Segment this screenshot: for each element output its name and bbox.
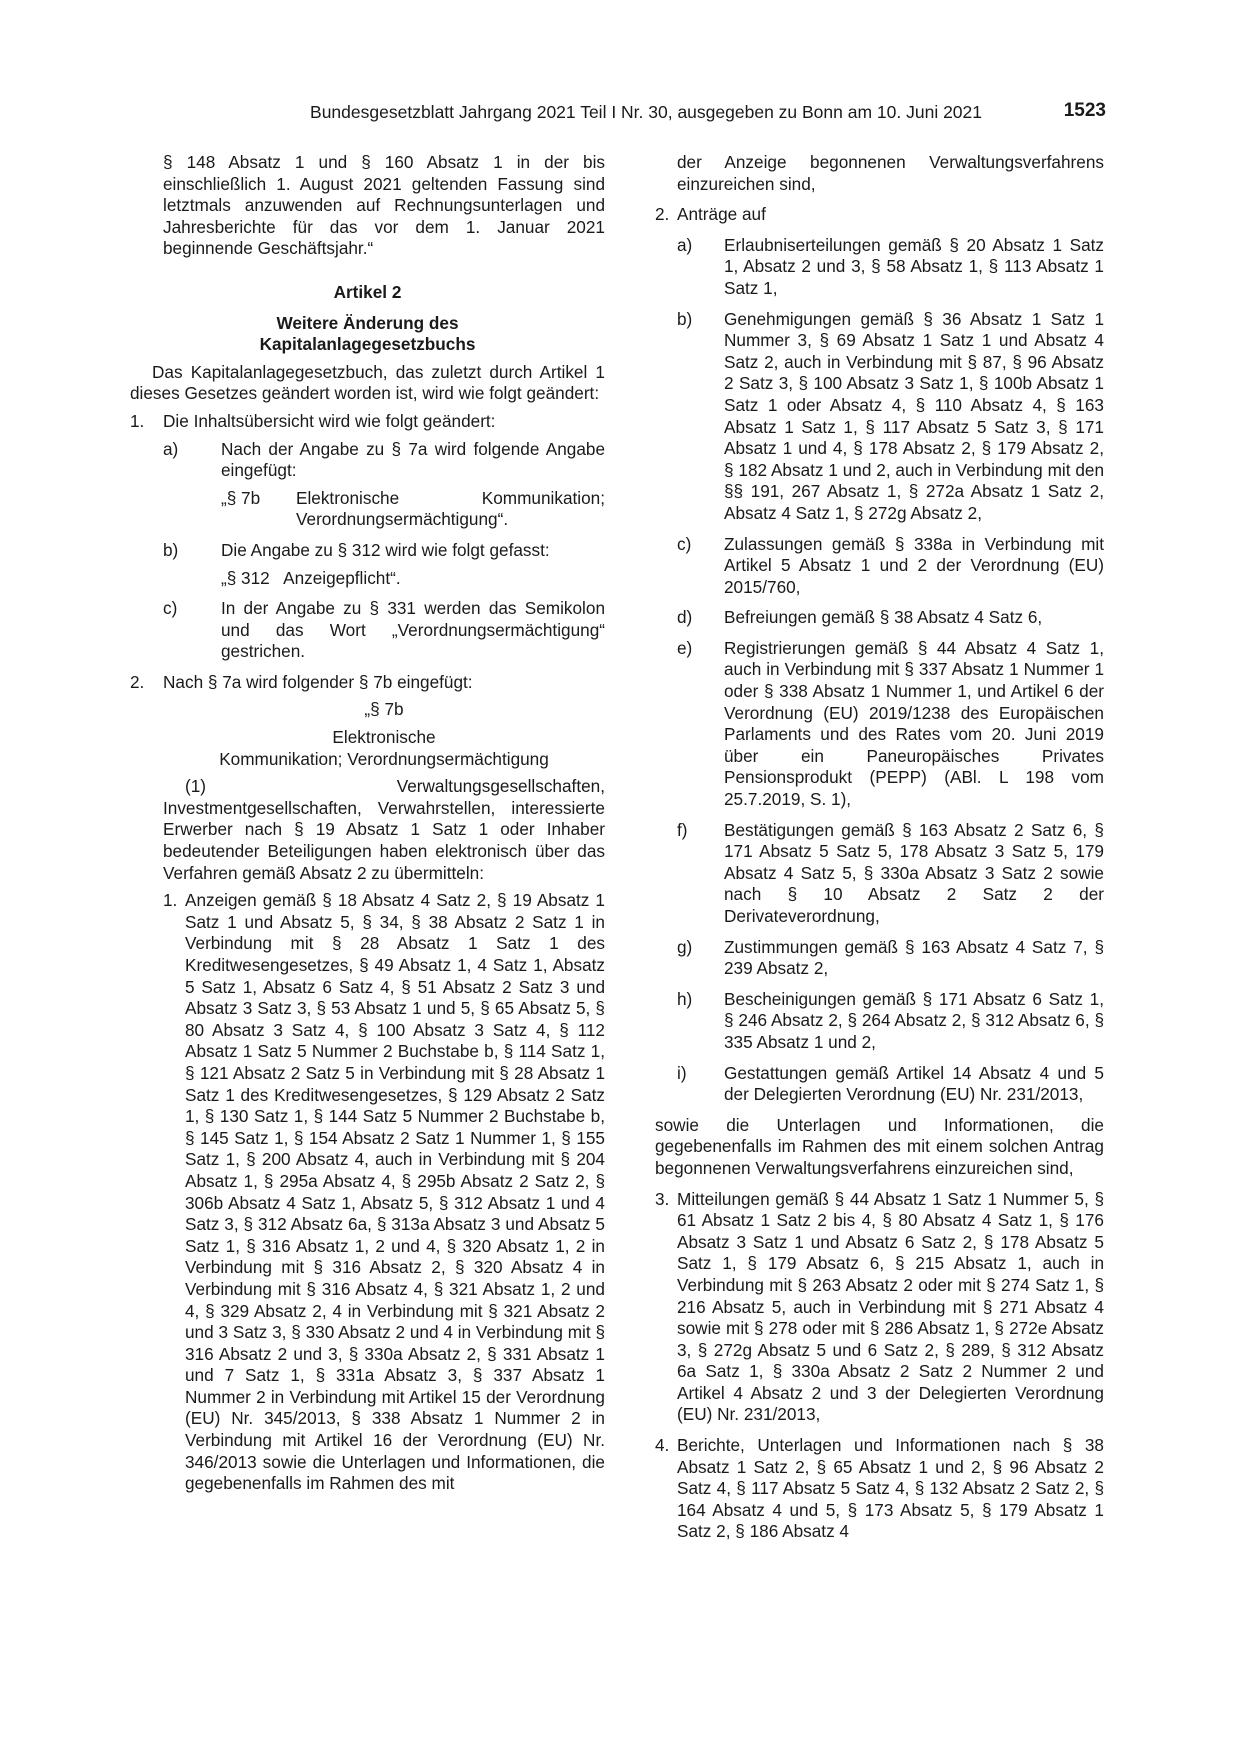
list-label: e) [677, 637, 693, 658]
sub-item-2i [677, 1063, 1104, 1106]
sub-item-2f [677, 820, 1104, 928]
after-list-text: sowie die Unterlagen und Informationen, die gegebenenfalls im Rahmen des mit einem solchen Antrag begonnenen Verwaltungsverfahrens einzureichen sind, [655, 1114, 1104, 1178]
list-text: Nach § 7a wird folgender § 7b eingefügt: [163, 671, 473, 692]
running-title: Bundesgesetzblatt Jahrgang 2021 Teil I Nr. 30, ausgegeben zu Bonn am 10. Juni 2021 [310, 102, 982, 122]
list-text: Die Angabe zu § 312 wird wie folgt gefasst: [221, 539, 550, 560]
list-label: a) [163, 438, 179, 459]
sub-item-3 [655, 1189, 1104, 1427]
list-label: 1. [163, 890, 178, 911]
list-text: Anträge auf [677, 204, 766, 225]
list-item-2 [130, 672, 605, 694]
list-label: h) [677, 988, 693, 1009]
list-label: b) [163, 539, 179, 560]
list-label: c) [163, 598, 178, 619]
sub-item-2c [677, 534, 1104, 599]
list-text: Die Inhaltsübersicht wird wie folgt geändert: [163, 410, 496, 431]
list-text: Nach der Angabe zu § 7a wird folgende Angabe eingefügt: [221, 438, 605, 481]
article-intro: Das Kapitalanlagegesetzbuch, das zuletzt durch Artikel 1 dieses Gesetzes geändert worden ist, wird wie folgt geändert: [130, 361, 605, 404]
list-label: d) [677, 607, 693, 628]
list-item-1c [163, 598, 605, 663]
article-heading: Artikel 2 [333, 281, 402, 302]
quote-entry-7b [221, 488, 605, 531]
list-text: In der Angabe zu § 331 werden das Semikolon und das Wort „Verordnungsermächtigung“ gestrichen. [221, 598, 605, 662]
sub-item-2h [677, 989, 1104, 1054]
list-label: i) [677, 1062, 687, 1083]
list-label: f) [677, 819, 688, 840]
intro-paragraph: § 148 Absatz 1 und § 160 Absatz 1 in der bis einschließlich 1. August 2021 geltenden Fassung sind letztmals anzuwenden auf Rechnungsunterlagen und Jahresberichte für das vor dem 1. Januar 2021 beginnende Geschäftsjahr.“ [163, 152, 605, 259]
list-label: 2. [655, 204, 670, 225]
sub-item-2a [677, 235, 1104, 300]
list-text: Bescheinigungen gemäß § 171 Absatz 6 Satz 1, § 246 Absatz 2, § 264 Absatz 2, § 312 Absatz 6, § 335 Absatz 1 und 2, [724, 988, 1104, 1052]
list-item-1 [130, 411, 605, 433]
list-text: Zulassungen gemäß § 338a in Verbindung mit Artikel 5 Absatz 1 und 2 der Verordnung (EU) 2015/760, [724, 533, 1104, 597]
list-text: Zustimmungen gemäß § 163 Absatz 4 Satz 7, § 239 Absatz 2, [724, 936, 1104, 979]
list-text: Erlaubniserteilungen gemäß § 20 Absatz 1 Satz 1, Absatz 2 und 3, § 58 Absatz 1, § 113 Absatz 1 Satz 1, [724, 234, 1104, 298]
continued-text: der Anzeige begonnenen Verwaltungsverfahrens einzureichen sind, [677, 152, 1104, 194]
list-label: 2. [130, 671, 145, 692]
list-item-1b [163, 540, 605, 589]
list-label: b) [677, 308, 693, 329]
article-title-line2: Kapitalanlagegesetzbuchs [259, 334, 476, 355]
quote-number: „§ 7b [221, 487, 261, 508]
list-label: 3. [655, 1188, 670, 1209]
right-column [655, 152, 1104, 1543]
sub-item-1 [163, 890, 605, 1495]
list-label: a) [677, 234, 693, 255]
list-text: Registrierungen gemäß § 44 Absatz 4 Satz 1, auch in Verbindung mit § 337 Absatz 1 Nummer 1 oder § 338 Absatz 1 Nummer 1, und Artikel 6 der Verordnung (EU) 2019/1238 des Europäischen Parlaments und des Rates vom 20. Juni 2019 über ein Paneuropäisches Privates Pensionsprodukt (PEPP) (ABl. L 198 vom 25.7.2019, S. 1), [724, 637, 1104, 810]
quote-text: Elektronische Kommunikation; Verordnungsermächtigung“. [296, 487, 605, 530]
sub-item-4 [655, 1435, 1104, 1543]
list-text: Mitteilungen gemäß § 44 Absatz 1 Satz 1 Nummer 5, § 61 Absatz 1 Satz 2 bis 4, § 80 Absatz 4 Satz 1, § 176 Absatz 3 Satz 1 und Absatz 6 Satz 2, § 178 Absatz 5 Satz 1, § 179 Absatz 6, § 215 Absatz 1, auch in Verbindung mit § 263 Absatz 2 oder mit § 274 Satz 1, § 216 Absatz 5, auch in Verbindung mit § 271 Absatz 4 sowie mit § 278 oder mit § 286 Absatz 1, § 272e Absatz 3, § 272g Absatz 5 und 6 Satz 2, § 289, § 312 Absatz 6a Satz 1, § 330a Absatz 2 Satz 2 Nummer 2 und Artikel 4 Absatz 2 und 3 der Delegierten Verordnung (EU) Nr. 231/2013, [677, 1188, 1104, 1425]
list-label: 4. [655, 1435, 670, 1456]
list-text: Bestätigungen gemäß § 163 Absatz 2 Satz 6, § 171 Absatz 5 Satz 5, 178 Absatz 3 Satz 5, 179 Absatz 4 Satz 5, § 330a Absatz 3 Satz 2 sowie nach § 10 Absatz 2 Satz 2 der Derivateverordnung, [724, 819, 1104, 926]
section-number: „§ 7b [364, 699, 404, 720]
page-number: 1523 [1063, 100, 1106, 121]
paragraph-1: (1) Verwaltungsgesellschaften, Investmentgesellschaften, Verwahrstellen, interessierte Erwerber nach § 19 Absatz 1 Satz 1 oder Inhaber bedeutender Beteiligungen haben elektronisch über das Verfahren gemäß Absatz 2 zu übermitteln: [163, 776, 605, 883]
sub-item-2b [677, 309, 1104, 525]
sub-item-2g [677, 937, 1104, 980]
list-item-1a [163, 439, 605, 531]
sub-item-2 [655, 204, 1104, 226]
section-title-line1: Elektronische [332, 727, 436, 748]
article-title-line1: Weitere Änderung des [276, 312, 459, 333]
list-text: Genehmigungen gemäß § 36 Absatz 1 Satz 1 Nummer 3, § 69 Absatz 1 Satz 1 und Absatz 4 Satz 2, auch in Verbindung mit § 87, § 96 Absatz 2 Satz 3, § 100 Absatz 3 Satz 1, § 100b Absatz 1 Satz 1 oder Absatz 4, § 110 Absatz 4, § 163 Absatz 1 Satz 1, § 117 Absatz 5 Satz 3, § 171 Absatz 1 und 4, § 178 Absatz 2, § 179 Absatz 2, § 182 Absatz 1 und 2, auch in Verbindung mit den §§ 191, 267 Absatz 1, § 272a Absatz 1 Satz 2, Absatz 4 Satz 1, § 272g Absatz 2, [724, 308, 1104, 523]
page-header [130, 100, 1106, 126]
sub-item-2d [677, 607, 1104, 629]
list-label: g) [677, 936, 693, 957]
sub-item-2e [677, 638, 1104, 811]
list-text: Berichte, Unterlagen und Informationen nach § 38 Absatz 1 Satz 2, § 65 Absatz 1 und 2, § 96 Absatz 2 Satz 4, § 117 Absatz 5 Satz 4, § 132 Absatz 2 Satz 2, § 164 Absatz 4 und 5, § 173 Absatz 5, § 179 Absatz 1 Satz 2, § 186 Absatz 4 [677, 1435, 1104, 1542]
section-title-line2: Kommunikation; Verordnungsermächtigung [219, 748, 549, 769]
list-label: 1. [130, 410, 145, 431]
quote-entry-312: „§ 312 Anzeigepflicht“. [221, 567, 401, 588]
list-label: c) [677, 533, 692, 554]
list-text: Gestattungen gemäß Artikel 14 Absatz 4 und 5 der Delegierten Verordnung (EU) Nr. 231/2013, [724, 1062, 1104, 1105]
list-text: Befreiungen gemäß § 38 Absatz 4 Satz 6, [724, 607, 1043, 628]
left-column [130, 152, 605, 1495]
list-text: Anzeigen gemäß § 18 Absatz 4 Satz 2, § 19 Absatz 1 Satz 1 und Absatz 5, § 34, § 38 Absatz 2 Satz 1 in Verbindung mit § 28 Absatz 1 Satz 1 des Kreditwesengesetzes, § 49 Absatz 1, 4 Satz 1, Absatz 5 Satz 1, Absatz 6 Satz 4, § 51 Absatz 2 Satz 3 und Absatz 3 Satz 3, § 53 Absatz 1 und 5, § 65 Absatz 5, § 80 Absatz 3 Satz 4, § 100 Absatz 3 Satz 4, § 112 Absatz 1 Satz 5 Nummer 2 Buchstabe b, § 114 Satz 1, § 121 Absatz 2 Satz 5 in Verbindung mit § 28 Absatz 1 Satz 1 des Kreditwesengesetzes, § 129 Absatz 2 Satz 1, § 130 Satz 1, § 144 Satz 5 Nummer 2 Buchstabe b, § 145 Satz 1, § 154 Absatz 2 Satz 1 Nummer 1, § 155 Satz 1, § 200 Absatz 4, auch in Verbindung mit § 204 Absatz 1, § 295a Absatz 4, § 295b Absatz 2 Satz 2, § 306b Absatz 4 Satz 1, Absatz 5, § 312 Absatz 1 und 4 Satz 3, § 312 Absatz 6a, § 313a Absatz 3 und Absatz 5 Satz 1, § 316 Absatz 1, 2 und 4, § 320 Absatz 1, 2 in Verbindung mit § 316 Absatz 2, § 320 Absatz 4 in Verbindung mit § 316 Absatz 4, § 321 Absatz 1, 2 und 4, § 329 Absatz 2, 4 in Verbindung mit § 321 Absatz 2 und 3 Satz 3, § 330 Absatz 2 und 4 in Verbindung mit § 316 Absatz 2 und 3, § 330a Absatz 2, § 331 Absatz 1 und 7 Satz 1, § 331a Absatz 3, § 337 Absatz 1 Nummer 2 in Verbindung mit Artikel 15 der Verordnung (EU) Nr. 345/2013, § 338 Absatz 1 Nummer 2 in Verbindung mit Artikel 16 der Verordnung (EU) Nr. 346/2013 sowie die Unterlagen und Informationen, die gegebenenfalls im Rahmen des mit [185, 890, 605, 1494]
